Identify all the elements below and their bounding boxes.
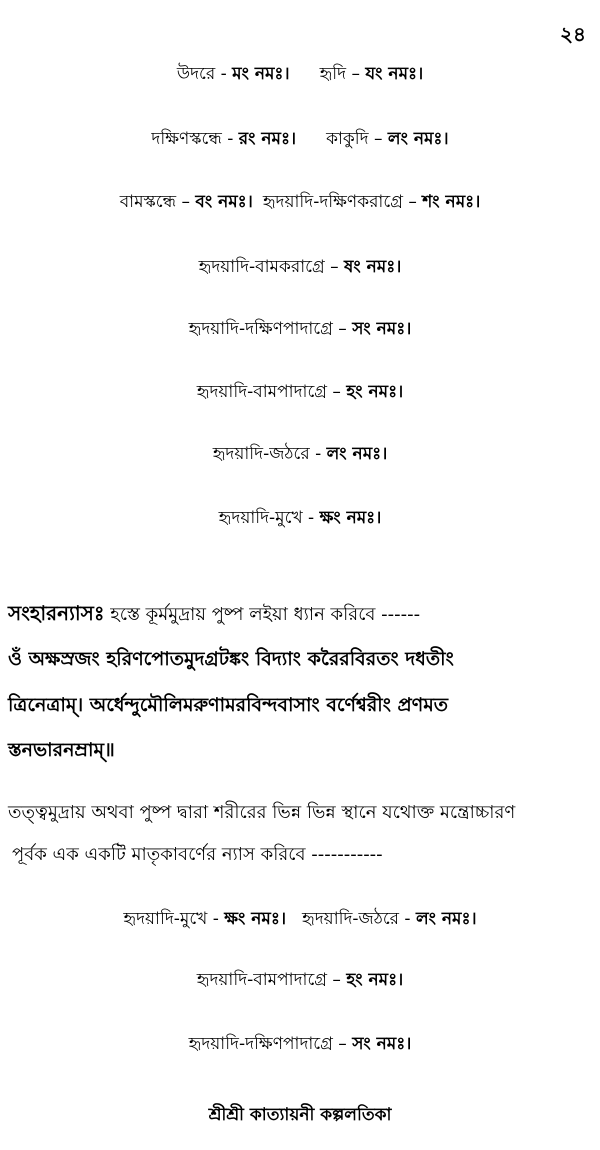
- nyasa-line: [0, 380, 600, 404]
- nyasa-mantra: ক্ষং নমঃ।: [224, 909, 287, 929]
- page-number: ২৪: [560, 22, 586, 46]
- nyasa-line: [0, 1032, 600, 1056]
- nyasa-location: হৃদয়াদি-মুখে -: [123, 909, 225, 929]
- nyasa-location: হৃদি –: [319, 64, 366, 84]
- instruction-line: তত্ত্বমুদ্রায় অথবা পুষ্প দ্বারা শরীরের ভিন্ন ভিন্ন স্থানে যথোক্ত মন্ত্রোচ্চারণ: [8, 802, 516, 823]
- nyasa-location: হৃদয়াদি-দক্ষিণকরাগ্রে –: [262, 192, 423, 212]
- nyasa-location: হৃদয়াদি-বামপাদাগ্রে –: [196, 970, 347, 990]
- nyasa-location: হৃদয়াদি-বামকরাগ্রে –: [198, 257, 345, 277]
- nyasa-mantra: সং নমঃ।: [352, 319, 412, 339]
- samhara-heading-line: [8, 600, 594, 628]
- nyasa-location: বামস্কন্ধে –: [119, 192, 196, 212]
- dhyana-line: স্তনভারনম্রাম্॥: [8, 739, 115, 761]
- nyasa-mantra: সং নমঃ।: [352, 1034, 412, 1054]
- nyasa-line: [0, 255, 600, 279]
- nyasa-line: [0, 907, 600, 931]
- nyasa-location: হৃদয়াদি-বামপাদাগ্রে –: [196, 382, 347, 402]
- nyasa-line: [0, 968, 600, 992]
- dhyana-line: ওঁ অক্ষস্রজং হরিণপোতমুদগ্রটঙ্কং বিদ্যাং করৈরবিরতং দধতীং: [8, 648, 454, 670]
- nyasa-mantra: বং নমঃ।: [195, 192, 253, 212]
- nyasa-location: হৃদয়াদি-জঠরে -: [302, 909, 416, 929]
- nyasa-mantra: শং নমঃ।: [422, 192, 481, 212]
- nyasa-mantra: মং নমঃ।: [232, 64, 290, 84]
- nyasa-mantra: ক্ষং নমঃ।: [319, 508, 382, 528]
- section-instruction: হস্তে কূর্মমুদ্রায় পুষ্প লইয়া ধ্যান করিবে ------: [104, 604, 421, 625]
- nyasa-mantra: ষং নমঃ।: [344, 257, 402, 277]
- nyasa-mantra: রং নমঃ।: [238, 129, 297, 149]
- nyasa-location: হৃদয়াদি-মুখে -: [218, 508, 320, 528]
- nyasa-mantra: হং নমঃ।: [346, 382, 404, 402]
- nyasa-location: হৃদয়াদি-জঠরে -: [212, 444, 327, 464]
- nyasa-line: [0, 317, 600, 341]
- nyasa-line: [0, 442, 600, 466]
- nyasa-line: [0, 127, 600, 151]
- nyasa-mantra: হং নমঃ।: [346, 970, 404, 990]
- nyasa-location: দক্ষিণস্কন্ধে -: [151, 129, 239, 149]
- nyasa-line: [0, 62, 600, 86]
- nyasa-location: হৃদয়াদি-দক্ষিণপাদাগ্রে –: [188, 319, 353, 339]
- section-heading: সংহারন্যাসঃ: [8, 601, 105, 625]
- nyasa-location: হৃদয়াদি-দক্ষিণপাদাগ্রে –: [188, 1034, 353, 1054]
- nyasa-mantra: যং নমঃ।: [365, 64, 424, 84]
- dhyana-line: ত্রিনেত্রাম্। অর্ধেন্দুমৌলিমরুণামরবিন্দবাসাং বর্ণেশ্বরীং প্রণমত: [8, 694, 449, 716]
- instruction-line: পূর্বক এক একটি মাতৃকাবর্ণের ন্যাস করিবে -----------: [12, 844, 383, 865]
- nyasa-location: উদরে -: [176, 64, 233, 84]
- nyasa-mantra: লং নমঃ।: [387, 129, 449, 149]
- nyasa-line: [0, 506, 600, 530]
- nyasa-location: কাকুদি –: [326, 129, 388, 149]
- nyasa-mantra: লং নমঃ।: [415, 909, 477, 929]
- nyasa-mantra: লং নমঃ।: [326, 444, 388, 464]
- nyasa-line: [0, 190, 600, 214]
- running-footer: শ্রীশ্রী কাত্যায়নী কল্পলতিকা: [208, 1105, 392, 1125]
